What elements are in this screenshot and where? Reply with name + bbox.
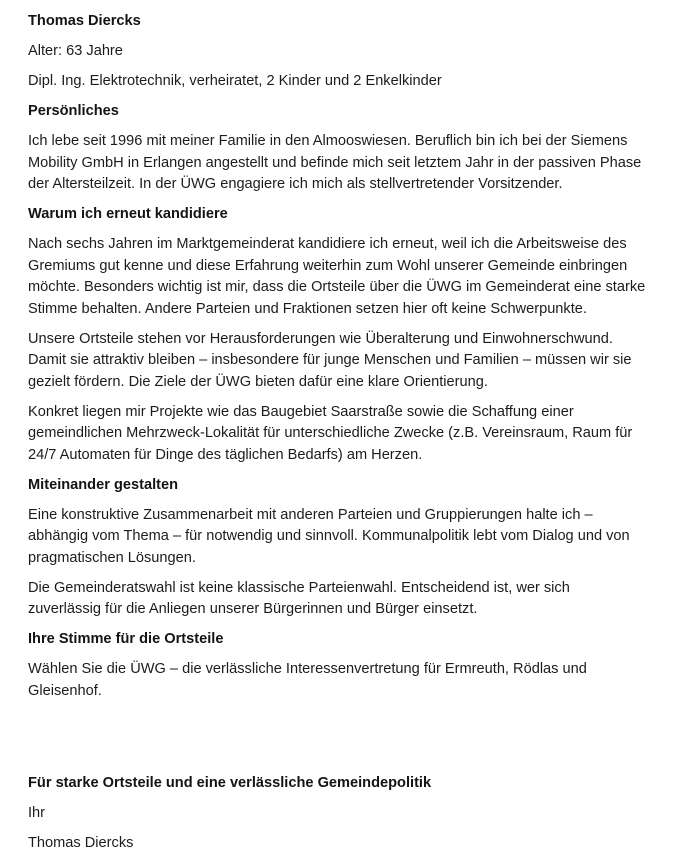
paragraph-profession-family: Dipl. Ing. Elektrotechnik, verheiratet, 2 Kinder und 2 Enkelkinder — [28, 71, 646, 93]
paragraph-signature-name: Thomas Diercks — [28, 833, 646, 854]
closing-slogan-heading: Für starke Ortsteile und eine verlässliche Gemeindepolitik — [28, 773, 646, 794]
paragraph-projects: Konkret liegen mir Projekte wie das Baugebiet Saarstraße sowie die Schaffung einer gemeindlichen Mehrzweck-Lokalität für unterschiedliche Zwecke (z.B. Vereinsraum, Raum für 24/7 Automaten für Dinge des täglichen Bedarfs) am Herzen. — [28, 402, 646, 467]
paragraph-personal-intro: Ich lebe seit 1996 mit meiner Familie in den Almooswiesen. Beruflich bin ich bei der Siemens Mobility GmbH in Erlangen angestellt und befinde mich seit letztem Jahr in der passiven Phase der Altersteilzeit. In der ÜWG engagiere ich mich als stellvertretender Vorsitzender. — [28, 131, 646, 196]
paragraph-cooperation: Eine konstruktive Zusammenarbeit mit anderen Parteien und Gruppierungen halte ich – abhängig vom Thema – für notwendig und sinnvoll. Kommunalpolitik lebt vom Dialog und von pragmatischen Lösungen. — [28, 505, 646, 570]
paragraph-ortsteile-challenges: Unsere Ortsteile stehen vor Herausforderungen wie Überalterung und Einwohnerschwund. Damit sie attraktiv bleiben – insbesondere für junge Menschen und Familien – müssen wir sie gezielt fördern. Die Ziele der ÜWG bieten dafür eine klare Orientierung. — [28, 329, 646, 394]
heading-warum-kandidiere: Warum ich erneut kandidiere — [28, 204, 646, 225]
paragraph-closing-ihr: Ihr — [28, 803, 646, 825]
heading-miteinander-gestalten: Miteinander gestalten — [28, 475, 646, 496]
heading-ihre-stimme: Ihre Stimme für die Ortsteile — [28, 629, 646, 650]
paragraph-vote-appeal: Wählen Sie die ÜWG – die verlässliche Interessenvertretung für Ermreuth, Rödlas und Gleisenhof. — [28, 659, 646, 702]
paragraph-candidacy-reason: Nach sechs Jahren im Marktgemeinderat kandidiere ich erneut, weil ich die Arbeitsweise des Gremiums gut kenne und diese Erfahrung weiterhin zum Wohl unserer Gemeinde einbringen möchte. Besonders wichtig ist mir, dass die Ortsteile über die ÜWG im Gemeinderat eine starke Stimme behalten. Andere Parteien und Fraktionen setzen hier oft keine Schwerpunkte. — [28, 234, 646, 320]
blank-space — [28, 711, 646, 773]
paragraph-age: Alter: 63 Jahre — [28, 41, 646, 63]
heading-persoenliches: Persönliches — [28, 101, 646, 122]
candidate-name-heading: Thomas Diercks — [28, 11, 646, 32]
paragraph-gemeinderatswahl: Die Gemeinderatswahl ist keine klassische Parteienwahl. Entscheidend ist, wer sich zuverlässig für die Anliegen unserer Bürgerinnen und Bürger einsetzt. — [28, 578, 646, 621]
